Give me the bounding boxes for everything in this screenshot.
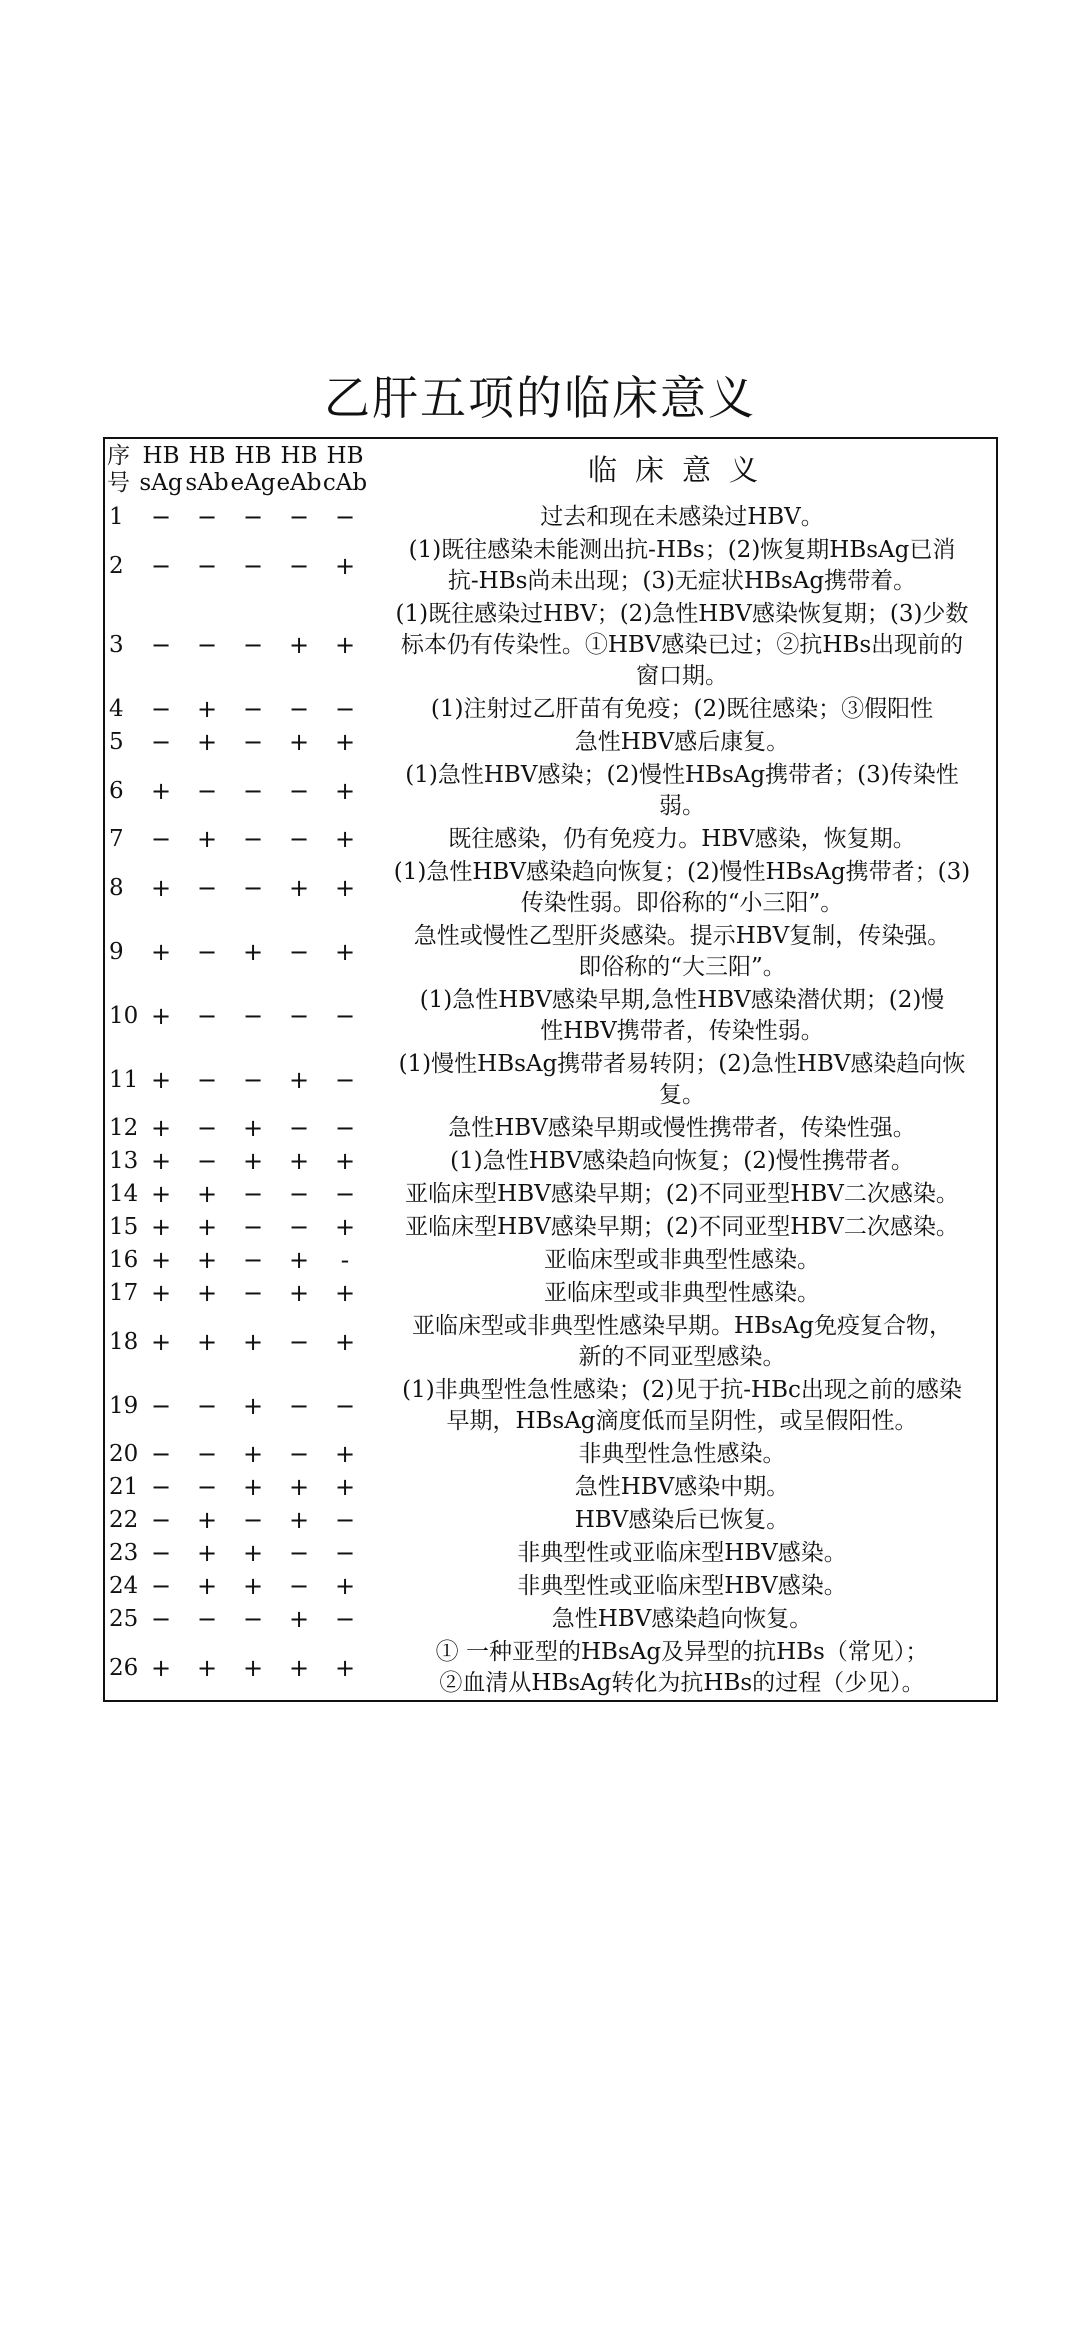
hbsab-result: − [196,503,218,531]
hbeag-result: − [242,776,264,805]
table-row [104,1145,997,1178]
table-row [104,1603,997,1636]
hbcab-result: − [334,503,356,531]
hbcab-result: + [334,551,356,580]
hbcab-result: + [334,873,356,902]
clinical-meaning-cell [368,1438,997,1471]
hbsag-result: + [150,1653,172,1682]
hbcab-result: − [334,1065,356,1094]
header-hbsag: HB sAg [139,443,183,496]
hbsag-result: − [150,1605,172,1633]
hbeag-result: − [242,1065,264,1094]
clinical-meaning-cell [368,1603,997,1636]
hbcab-result: − [334,695,356,723]
hbeag-result: + [242,1539,264,1567]
table-header-row [104,438,997,501]
row-number: 3 [109,632,124,658]
hbsab-result: + [196,1539,218,1567]
hbeab-result: + [288,1065,310,1094]
hbsab-result: + [196,728,218,756]
hbsag-result: − [150,503,172,531]
hbeag-result: + [242,1391,264,1420]
clinical-meaning-cell [368,1471,997,1504]
clinical-meaning-line: (1)急性HBV感染趋向恢复；(2)慢性HBsAg携带者；(3) [393,859,971,885]
hbcab-result: + [334,1473,356,1501]
table-row [104,501,997,534]
row-number: 19 [109,1392,139,1419]
clinical-meaning-line: 急性HBV感染早期或慢性携带者，传染性强。 [448,1115,916,1141]
table-row [104,693,997,726]
hbeab-result: − [288,1213,310,1241]
table-row [104,1636,997,1701]
hbsag-result: − [150,1506,172,1534]
hbsag-result: + [150,1213,172,1241]
table-row [104,920,997,984]
clinical-meaning-line: 急性HBV感染中期。 [574,1474,790,1500]
clinical-meaning-cell [368,726,997,759]
table-row [104,1112,997,1145]
hbeag-result: − [242,1213,264,1241]
hbsab-result: − [196,1391,218,1420]
hbeab-result: + [288,1506,310,1534]
hbsab-result: + [196,1327,218,1356]
clinical-meaning-cell [368,1374,997,1438]
hbeab-result: − [288,1572,310,1600]
row-number: 10 [109,1002,139,1029]
row-number: 25 [109,1606,139,1632]
hbcab-result: − [334,1391,356,1420]
hbsab-result: − [196,1605,218,1633]
clinical-meaning-cell [368,1244,997,1277]
row-number: 4 [109,696,124,722]
hbsag-result: − [150,1440,172,1468]
hbsag-result: + [150,1279,172,1307]
clinical-meaning-line: 即俗称的“大三阳”。 [578,954,786,980]
clinical-meaning-line: 抗-HBs尚未出现；(3)无症状HBsAg携带着。 [447,568,917,594]
clinical-meaning-line: HBV感染后已恢复。 [574,1507,790,1533]
row-number: 24 [109,1573,139,1599]
hbeab-result: − [288,825,310,853]
hbcab-result: + [334,1653,356,1682]
hbcab-result: + [334,1279,356,1307]
table-row [104,856,997,920]
row-number: 13 [109,1148,139,1174]
clinical-meaning-cell [368,1537,997,1570]
clinical-meaning-line: (1)既往感染过HBV；(2)急性HBV感染恢复期；(3)少数 [395,601,969,627]
page-title: 乙肝五项的临床意义 [324,371,756,425]
hbsab-result: + [196,1213,218,1241]
clinical-meaning-cell [368,534,997,598]
clinical-meaning-line: 急性HBV感后康复。 [574,729,790,755]
hbsab-result: + [196,1246,218,1274]
hbeag-result: − [242,1279,264,1307]
clinical-meaning-cell [368,856,997,920]
hbeag-result: + [242,937,264,966]
row-number: 14 [109,1181,139,1207]
clinical-meaning-line: (1)既往感染未能测出抗-HBs；(2)恢复期HBsAg已消 [408,537,956,563]
clinical-meaning-line: 亚临床型HBV感染早期；(2)不同亚型HBV二次感染。 [405,1181,959,1207]
hbcab-result: + [334,1572,356,1600]
hbcab-result: + [334,825,356,853]
hbeag-result: − [242,695,264,723]
row-number: 9 [109,938,124,965]
hbsag-result: − [150,1391,172,1420]
row-number: 16 [109,1247,139,1273]
hbeag-result: + [242,1327,264,1356]
clinical-meaning-cell [368,759,997,823]
hbsag-result: − [150,728,172,756]
header-index: 序 号 [107,443,130,496]
clinical-meaning-line: 性HBV携带者，传染性弱。 [540,1018,824,1044]
hbsag-result: + [150,1327,172,1356]
table-row [104,1537,997,1570]
hbsab-result: + [196,1506,218,1534]
clinical-meaning-cell [368,1504,997,1537]
row-number: 23 [109,1540,139,1566]
hbsag-result: − [150,1539,172,1567]
clinical-meaning-line: 急性或慢性乙型肝炎感染。提示HBV复制，传染强。 [413,923,951,949]
hbsab-result: − [196,1065,218,1094]
clinical-meaning-line: 非典型性急性感染。 [578,1441,786,1467]
hbcab-result: + [334,631,356,659]
hbeab-result: + [288,1279,310,1307]
clinical-meaning-cell [368,1112,997,1145]
header-hbsab: HB sAb [185,443,229,496]
hbeag-result: − [242,1506,264,1534]
hbsag-result: − [150,695,172,723]
header-hbcab: HB cAb [322,443,368,496]
hbsab-result: − [196,776,218,805]
hbcab-result: − [334,1001,356,1030]
hbeab-result: − [288,1539,310,1567]
clinical-meaning-cell [368,823,997,856]
clinical-meaning-cell [368,984,997,1048]
hbeab-result: − [288,1440,310,1468]
table-row [104,1048,997,1112]
hbeab-result: + [288,631,310,659]
hbeab-result: + [288,1147,310,1175]
hbeab-result: − [288,937,310,966]
hbcab-result: + [334,1327,356,1356]
header-clinical-meaning: 临床意义 [587,452,776,487]
hbeag-result: − [242,503,264,531]
clinical-meaning-cell [368,1570,997,1603]
hbsab-result: − [196,1001,218,1030]
row-number: 12 [109,1115,139,1141]
clinical-meaning-line: 非典型性或亚临床型HBV感染。 [517,1540,847,1566]
hbsab-result: + [196,1572,218,1600]
table-row [104,726,997,759]
hbsag-result: + [150,1001,172,1030]
clinical-meaning-cell [368,1277,997,1310]
hbsag-result: − [150,825,172,853]
row-number: 17 [109,1280,139,1306]
table-row [104,1310,997,1374]
hbeag-result: + [242,1572,264,1600]
hbsab-result: + [196,1653,218,1682]
clinical-meaning-line: 亚临床型或非典型性感染。 [544,1280,820,1306]
clinical-meaning-line: ① 一种亚型的HBsAg及异型的抗HBs（常见）； [435,1639,929,1665]
hbeag-result: − [242,631,264,659]
hbeab-result: − [288,503,310,531]
hbeag-result: − [242,825,264,853]
table-body [104,501,997,1701]
hbv-five-items-table [103,437,998,1702]
clinical-meaning-line: (1)非典型性急性感染；(2)见于抗-HBc出现之前的感染 [402,1377,962,1403]
hbcab-result: − [334,1539,356,1567]
row-number: 5 [109,729,124,755]
clinical-meaning-line: 亚临床型或非典型性感染。 [544,1247,820,1273]
hbeag-result: − [242,873,264,902]
hbeag-result: + [242,1653,264,1682]
hbeag-result: − [242,1605,264,1633]
hbsab-result: − [196,551,218,580]
hbeab-result: + [288,1653,310,1682]
hbsab-result: − [196,937,218,966]
hbcab-result: − [334,1506,356,1534]
table-row [104,1374,997,1438]
row-number: 18 [109,1328,139,1355]
table-row [104,823,997,856]
hbcab-result: - [340,1246,350,1274]
clinical-meaning-cell [368,1145,997,1178]
hbcab-result: + [334,1147,356,1175]
hbcab-result: + [334,937,356,966]
clinical-meaning-line: 过去和现在未感染过HBV。 [540,504,824,530]
clinical-meaning-line: 复。 [659,1082,705,1108]
hbcab-result: + [334,776,356,805]
row-number: 26 [109,1654,139,1681]
hbsab-result: + [196,825,218,853]
row-number: 2 [109,552,124,579]
hbeab-result: + [288,1605,310,1633]
hbsab-result: − [196,873,218,902]
hbsag-result: + [150,1180,172,1208]
hbsab-result: − [196,1114,218,1142]
table-row [104,984,997,1048]
clinical-meaning-line: 既往感染，仍有免疫力。HBV感染，恢复期。 [448,826,916,852]
clinical-meaning-line: 新的不同亚型感染。 [578,1344,786,1370]
clinical-meaning-line: 亚临床型或非典型性感染早期。HBsAg免疫复合物， [411,1313,953,1339]
clinical-meaning-line: (1)急性HBV感染趋向恢复；(2)慢性携带者。 [450,1148,914,1174]
hbsag-result: + [150,1065,172,1094]
clinical-meaning-line: 标本仍有传染性。①HBV感染已过；②抗HBs出现前的 [400,632,964,658]
hbsag-result: + [150,1147,172,1175]
hbeag-result: − [242,1246,264,1274]
hbcab-result: − [334,1605,356,1633]
table-row [104,1178,997,1211]
clinical-meaning-line: (1)急性HBV感染早期,急性HBV感染潜伏期；(2)慢 [419,987,945,1013]
clinical-meaning-cell [368,1211,997,1244]
hbeab-result: − [288,695,310,723]
hbeab-result: − [288,1001,310,1030]
hbsab-result: − [196,1473,218,1501]
hbcab-result: + [334,1213,356,1241]
hbeag-result: − [242,1001,264,1030]
table-row [104,534,997,598]
hbsag-result: + [150,776,172,805]
hbcab-result: − [334,1114,356,1142]
table-row [104,759,997,823]
table-row [104,1244,997,1277]
row-number: 7 [109,826,124,852]
row-number: 8 [109,874,124,901]
hbeag-result: − [242,551,264,580]
table-row [104,1211,997,1244]
hbsab-result: − [196,1440,218,1468]
hbeab-result: − [288,1114,310,1142]
clinical-meaning-cell [368,1310,997,1374]
clinical-meaning-cell [368,598,997,693]
hbsag-result: + [150,1114,172,1142]
table-row [104,1471,997,1504]
hbeag-result: + [242,1147,264,1175]
clinical-meaning-cell [368,1048,997,1112]
hbv-table-container [103,437,996,1702]
hbeab-result: − [288,1327,310,1356]
hbsag-result: + [150,937,172,966]
hbeag-result: + [242,1440,264,1468]
hbsag-result: − [150,1572,172,1600]
row-number: 11 [109,1066,139,1093]
row-number: 15 [109,1214,139,1240]
row-number: 22 [109,1507,139,1533]
hbsab-result: + [196,695,218,723]
hbsab-result: − [196,631,218,659]
table-row [104,1504,997,1537]
clinical-meaning-cell [368,501,997,534]
clinical-meaning-line: ②血清从HBsAg转化为抗HBs的过程（少见）。 [439,1670,925,1696]
clinical-meaning-line: 早期，HBsAg滴度低而呈阴性，或呈假阳性。 [446,1408,918,1434]
table-row [104,598,997,693]
hbsab-result: + [196,1279,218,1307]
hbeab-result: − [288,1391,310,1420]
hbcab-result: − [334,1180,356,1208]
header-hbeab: HB eAb [276,443,322,496]
clinical-meaning-line: 窗口期。 [636,663,728,689]
hbsag-result: − [150,631,172,659]
hbeab-result: − [288,1180,310,1208]
hbsag-result: − [150,1473,172,1501]
row-number: 6 [109,777,124,804]
clinical-meaning-line: (1)急性HBV感染；(2)慢性HBsAg携带者；(3)传染性 [405,762,959,788]
hbeab-result: − [288,551,310,580]
row-number: 20 [109,1441,139,1467]
hbeag-result: − [242,728,264,756]
row-number: 1 [109,504,124,530]
hbcab-result: + [334,1440,356,1468]
hbeag-result: − [242,1180,264,1208]
clinical-meaning-line: 亚临床型HBV感染早期；(2)不同亚型HBV二次感染。 [405,1214,959,1240]
hbsag-result: − [150,551,172,580]
clinical-meaning-line: 急性HBV感染趋向恢复。 [551,1606,813,1632]
hbsag-result: + [150,1246,172,1274]
clinical-meaning-line: (1)慢性HBsAg携带者易转阴；(2)急性HBV感染趋向恢 [398,1051,966,1077]
hbeag-result: + [242,1114,264,1142]
hbsab-result: + [196,1180,218,1208]
header-hbeag: HB eAg [230,443,276,496]
clinical-meaning-cell [368,1178,997,1211]
clinical-meaning-line: 弱。 [659,793,705,819]
clinical-meaning-line: (1)注射过乙肝苗有免疫；(2)既往感染；③假阳性 [430,696,934,722]
clinical-meaning-cell [368,1636,997,1701]
hbsag-result: + [150,873,172,902]
hbeab-result: − [288,776,310,805]
hbeab-result: + [288,1246,310,1274]
hbeab-result: + [288,873,310,902]
row-number: 21 [109,1474,139,1500]
clinical-meaning-cell [368,920,997,984]
table-row [104,1277,997,1310]
clinical-meaning-line: 非典型性或亚临床型HBV感染。 [517,1573,847,1599]
clinical-meaning-cell [368,693,997,726]
table-row [104,1438,997,1471]
clinical-meaning-line: 传染性弱。即俗称的“小三阳”。 [520,890,844,916]
hbeag-result: + [242,1473,264,1501]
hbcab-result: + [334,728,356,756]
table-row [104,1570,997,1603]
hbeab-result: + [288,1473,310,1501]
hbeab-result: + [288,728,310,756]
hbsab-result: − [196,1147,218,1175]
